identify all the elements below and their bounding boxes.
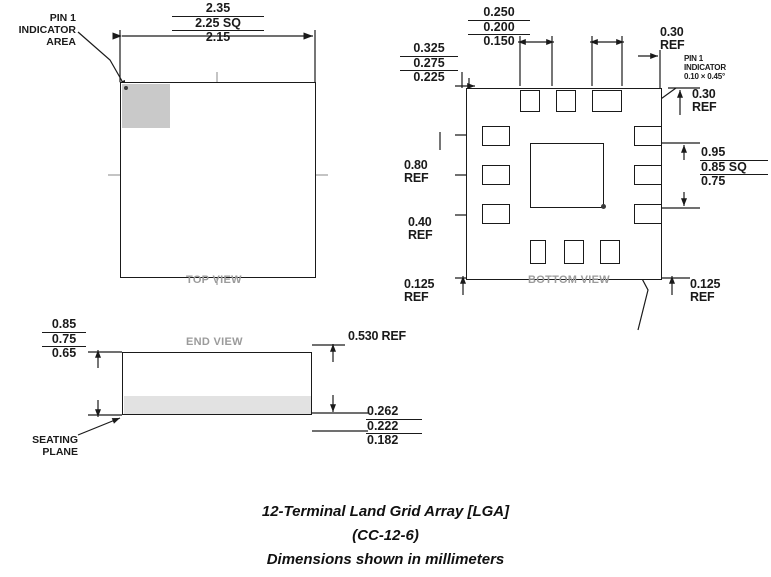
caption-line-1: 12-Terminal Land Grid Array [LGA] bbox=[261, 503, 510, 520]
dim-corner-ref-right bbox=[692, 88, 716, 114]
dim-exposed-pad-min: 0.75 bbox=[701, 174, 726, 188]
dim-corner-ref-top-unit: REF bbox=[660, 38, 685, 52]
bottom-view-pad bbox=[556, 90, 576, 112]
dim-corner-ref-right-unit: REF bbox=[692, 100, 717, 114]
dim-exposed-pad-nom: 0.85 SQ bbox=[700, 160, 768, 176]
dim-top-width bbox=[172, 2, 264, 45]
dim-pitch-ref-value: 0.80 bbox=[404, 158, 428, 172]
pin1-area-label bbox=[0, 12, 76, 48]
dim-pad-thickness bbox=[366, 405, 422, 448]
bottom-view-pad bbox=[634, 165, 662, 185]
bottom-view-pad bbox=[530, 240, 546, 264]
seating-plane-label bbox=[0, 434, 78, 458]
dim-height-min: 0.65 bbox=[51, 346, 77, 360]
dim-pad-thickness-nom: 0.222 bbox=[366, 419, 422, 435]
pin1-area-label-l1: PIN 1 bbox=[49, 12, 76, 24]
dim-bottom-left-ref bbox=[404, 278, 434, 304]
dim-pitch-ref bbox=[404, 159, 428, 185]
dim-left-edge bbox=[400, 42, 458, 85]
dim-corner-ref-top-value: 0.30 bbox=[660, 25, 684, 39]
dim-left-edge-max: 0.325 bbox=[413, 41, 445, 55]
dim-top-width-min: 2.15 bbox=[205, 30, 231, 44]
dim-half-pitch-ref-value: 0.40 bbox=[408, 215, 432, 229]
bottom-view-pad bbox=[520, 90, 540, 112]
dim-left-edge-min: 0.225 bbox=[413, 70, 445, 84]
dim-exposed-pad-max: 0.95 bbox=[701, 145, 726, 159]
dim-pad-width-max: 0.250 bbox=[483, 5, 515, 19]
dim-bottom-right-ref-value: 0.125 bbox=[690, 277, 721, 291]
dim-pad-thickness-max: 0.262 bbox=[367, 404, 399, 418]
dim-bottom-left-ref-unit: REF bbox=[404, 290, 429, 304]
dim-pad-width bbox=[468, 6, 530, 49]
pin1-area-label-l3: AREA bbox=[46, 36, 76, 48]
dim-bottom-right-ref-unit: REF bbox=[690, 290, 715, 304]
caption-line-3: Dimensions shown in millimeters bbox=[266, 551, 505, 568]
bottom-view-pad bbox=[482, 126, 510, 146]
bottom-view-pad bbox=[592, 90, 622, 112]
dim-half-pitch-ref-unit: REF bbox=[408, 228, 433, 242]
caption-line-2: (CC-12-6) bbox=[352, 527, 419, 544]
dim-pad-thickness-min: 0.182 bbox=[367, 433, 399, 447]
dim-exposed-pad bbox=[700, 146, 768, 189]
end-view-label: END VIEW bbox=[186, 336, 243, 348]
pin1-area-label-l2: INDICATOR bbox=[18, 24, 76, 36]
pin1-indicator-label bbox=[684, 54, 726, 81]
dim-top-width-max: 2.35 bbox=[205, 1, 231, 15]
pin1-indicator-label-l3: 0.10 × 0.45° bbox=[684, 72, 726, 81]
pin1-indicator-area bbox=[122, 84, 170, 128]
bottom-view-pad bbox=[634, 204, 662, 224]
pin1-indicator-label-l1: PIN 1 bbox=[684, 54, 704, 63]
dim-half-pitch-ref bbox=[408, 216, 432, 242]
dim-height bbox=[42, 318, 86, 361]
bottom-view-pin1-dot bbox=[601, 204, 606, 209]
dim-seating-ref: 0.530 REF bbox=[348, 329, 406, 343]
dim-bottom-left-ref-value: 0.125 bbox=[404, 277, 435, 291]
dim-pad-width-min: 0.150 bbox=[483, 34, 515, 48]
bottom-view-pad bbox=[600, 240, 620, 264]
dim-corner-ref-right-value: 0.30 bbox=[692, 87, 716, 101]
top-view-label: TOP VIEW bbox=[186, 274, 242, 286]
dim-bottom-right-ref bbox=[690, 278, 720, 304]
bottom-view-pad bbox=[634, 126, 662, 146]
dim-height-max: 0.85 bbox=[51, 317, 77, 331]
end-view-terminal-layer bbox=[124, 396, 311, 414]
top-view-pin1-dot bbox=[124, 86, 128, 90]
bottom-view-pad bbox=[482, 204, 510, 224]
dim-left-edge-nom: 0.275 bbox=[400, 56, 458, 72]
bottom-view-pad bbox=[564, 240, 584, 264]
dim-height-nom: 0.75 bbox=[42, 332, 86, 348]
exposed-center-pad bbox=[530, 143, 604, 208]
seating-plane-label-l1: SEATING bbox=[32, 434, 78, 446]
dim-pitch-ref-unit: REF bbox=[404, 171, 429, 185]
pin1-indicator-label-l2: INDICATOR bbox=[684, 63, 726, 72]
bottom-view-pad bbox=[482, 165, 510, 185]
dim-corner-ref-top bbox=[660, 26, 684, 52]
dim-top-width-nom: 2.25 SQ bbox=[172, 16, 264, 32]
bottom-view-label: BOTTOM VIEW bbox=[528, 274, 610, 286]
dim-pad-width-nom: 0.200 bbox=[468, 20, 530, 36]
seating-plane-label-l2: PLANE bbox=[42, 446, 78, 458]
